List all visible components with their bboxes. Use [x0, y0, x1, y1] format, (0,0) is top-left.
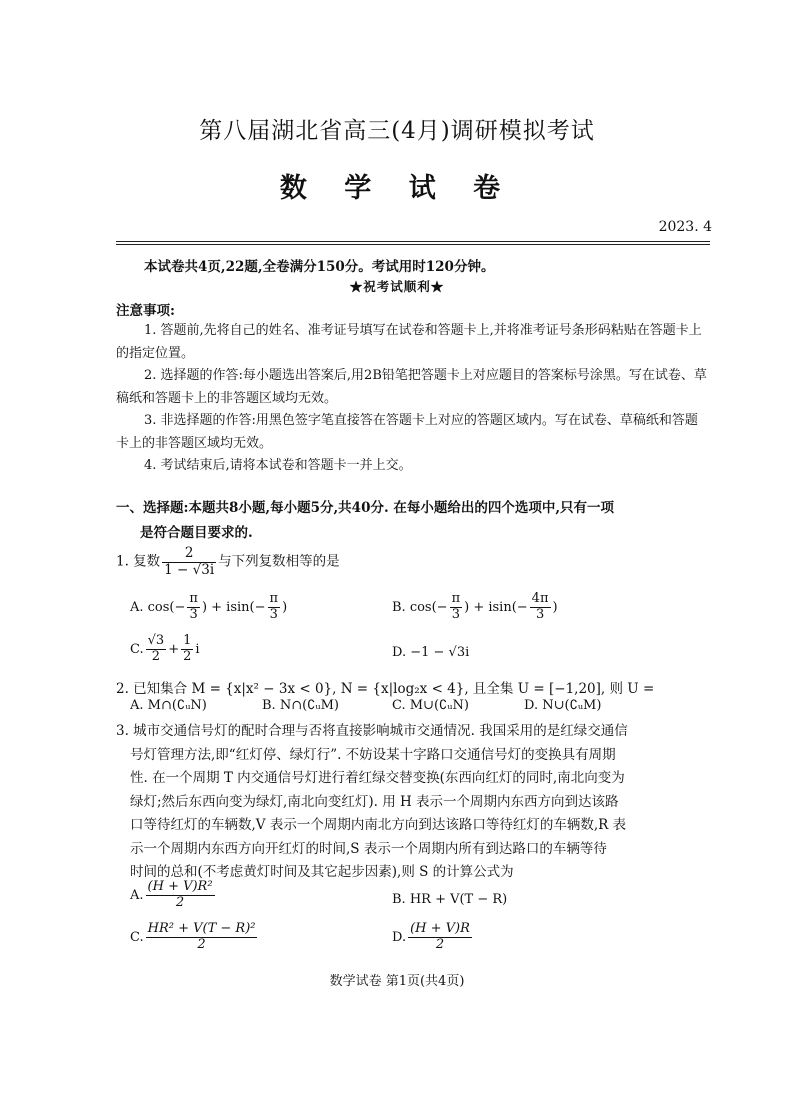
notice-item-2: 2. 选择题的作答:每小题选出答案后,用2B铅笔把答题卡上对应题目的答案标号涂黑。写在试卷、草稿纸和答题卡上的非答题区域均无效。	[116, 368, 707, 406]
q1-option-c: C. $\frac{√3}{2}$ + $\frac{1}{2}$ i	[130, 633, 200, 664]
notice-item-4: 4. 考试结束后,请将本试卷和答题卡一并上交。	[144, 458, 412, 473]
question-2-stem: 2. 已知集合 M = {x|x² − 3x < 0}, N = {x|log₂x < 4}, 且全集 U = [−1,20], 则 U =	[116, 681, 655, 697]
question-3-stem	[116, 720, 716, 885]
q3-option-c: C. $\frac{\text{HR² + V(T − R)²}}{2}$	[130, 921, 256, 952]
notice-item-3: 3. 非选择题的作答:用黑色签字笔直接答在答题卡上对应的答题区域内。写在试卷、草稿纸和答题卡上的非答题区域均无效。	[116, 413, 698, 451]
q1-option-d: D. −1 − √3i	[392, 645, 470, 660]
header-rule-bottom	[116, 244, 710, 245]
q2-option-b: B. N∩(∁ᵤM)	[262, 698, 339, 713]
q1-option-b: B. cos(− $\frac{\pi}{3}$ ) + isin(− $\frac{4\pi}{3}$ )	[392, 591, 558, 622]
section-heading	[116, 496, 710, 546]
header-rule-top	[116, 241, 710, 242]
q1-frac-den: 1 − √3i	[164, 561, 215, 578]
q3-line: 示一个周期内东西方向开红灯的时间,S 表示一个周期内所有到达路口的车辆等待	[130, 840, 607, 857]
q3-option-d: D. $\frac{(H + V)R}{2}$	[392, 921, 470, 952]
q1-frac-num: 2	[162, 546, 216, 563]
section-heading-line-2: 是符合题目要求的.	[140, 525, 253, 541]
q2-option-c: C. M∪(∁ᵤN)	[392, 698, 469, 713]
q3-option-a: A. $\frac{\text{(H + V)R²}}{2}$	[130, 879, 213, 910]
q3-line: 号灯管理方法,即“红灯停、绿灯行”. 不妨设某十字路口交通信号灯的变换具有周期	[130, 746, 616, 763]
question-1-stem	[116, 546, 340, 578]
q3-option-b: B. HR + V(T − R)	[392, 892, 508, 907]
q3-line: 3. 城市交通信号灯的配时合理与否将直接影响城市交通情况. 我国采用的是红绿交通信	[116, 723, 628, 739]
q2-option-d: D. N∪(∁ᵤM)	[524, 698, 602, 713]
exam-title: 第八届湖北省高三(4月)调研模拟考试	[199, 118, 595, 144]
good-luck-line: ★祝考试顺利★	[349, 279, 445, 294]
q3-line: 性. 在一个周期 T 内交通信号灯进行着红绿交替变换(东西向红灯的同时,南北向变为	[130, 770, 625, 786]
q1-prefix: 1. 复数	[116, 553, 161, 570]
q2-option-a: A. M∩(∁ᵤN)	[130, 698, 207, 713]
notice-heading: 注意事项:	[116, 303, 175, 319]
q1-suffix: 与下列复数相等的是	[218, 553, 340, 570]
q3-line: 绿灯;然后东西向变为绿灯,南北向变红灯). 用 H 表示一个周期内东西方向到达该路	[130, 793, 619, 810]
q1-fraction	[162, 546, 216, 578]
q3-line: 口等待红灯的车辆数,V 表示一个周期内南北方向到达该路口等待红灯的车辆数,R 表	[130, 817, 627, 833]
notice-item-1: 1. 答题前,先将自己的姓名、准考证号填写在试卷和答题卡上,并将准考证号条形码粘贴在答题卡上的指定位置。	[116, 323, 702, 361]
exam-subtitle: 数 学 试 卷	[279, 173, 515, 204]
q3-line: 时间的总和(不考虑黄灯时间及其它起步因素),则 S 的计算公式为	[130, 864, 514, 880]
exam-summary: 本试卷共4页,22题,全卷满分150分。考试用时120分钟。	[144, 259, 495, 275]
section-heading-line-1: 一、选择题:本题共8小题,每小题5分,共40分. 在每小题给出的四个选项中,只有一项	[116, 500, 615, 516]
q1-option-a: A. cos(− $\frac{\pi}{3}$ ) + isin(− $\frac{\pi}{3}$ )	[130, 591, 288, 622]
page-footer: 数学试卷 第1页(共4页)	[329, 974, 465, 989]
exam-date: 2023. 4	[658, 219, 712, 235]
